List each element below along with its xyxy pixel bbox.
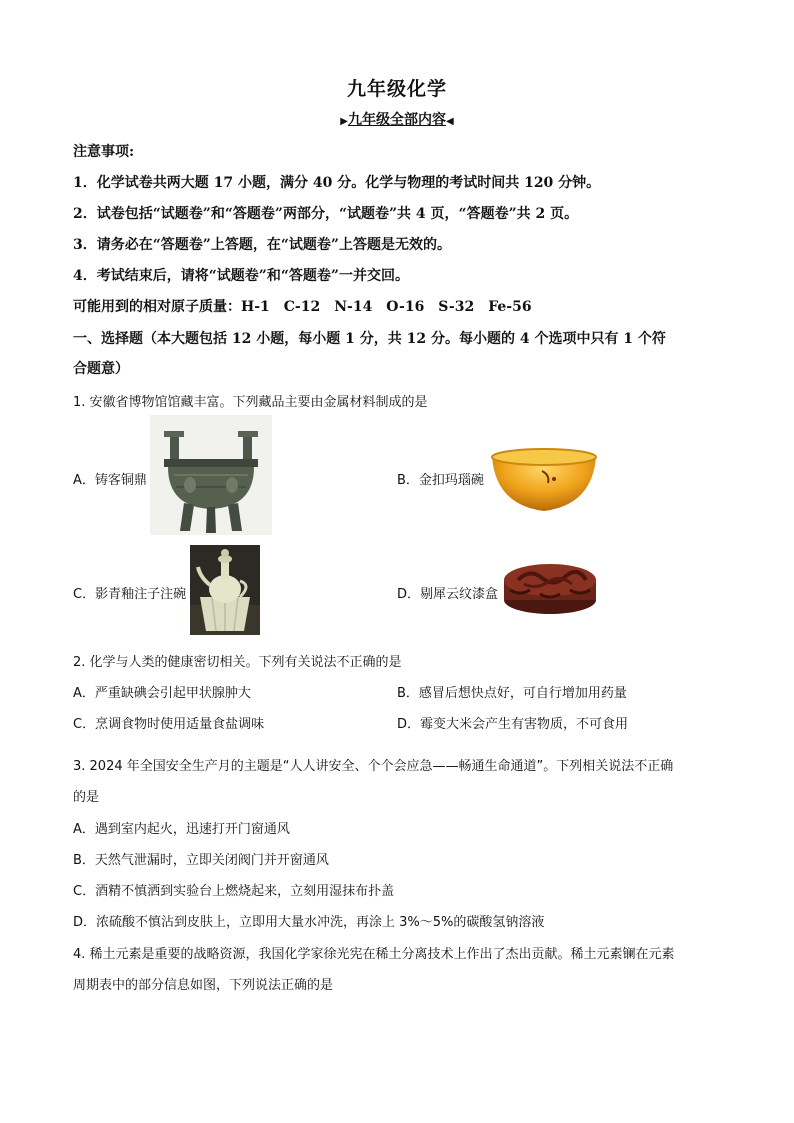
q1-stem: 1. 安徽省博物馆馆藏丰富。下列藏品主要由金属材料制成的是 <box>73 395 428 410</box>
subtitle-text: 九年级全部内容 <box>348 112 446 128</box>
q2-option-d: D．霉变大米会产生有害物质，不可食用 <box>397 717 629 732</box>
note-item-4: 4．考试结束后，请将“试题卷”和“答题卷”一并交回。 <box>73 268 409 284</box>
section1-heading-line2: 合题意） <box>73 361 129 377</box>
q3-option-a: A．遇到室内起火，迅速打开门窗通风 <box>73 822 290 837</box>
bronze-ding-image <box>150 415 272 535</box>
page-subtitle <box>0 109 794 129</box>
q1-option-a: A．铸客铜鼎 <box>73 473 147 488</box>
q3-option-b: B．天然气泄漏时，立即关闭阀门并开窗通风 <box>73 853 329 868</box>
section1-heading-line1: 一、选择题（本大题包括 12 小题，每小题 1 分，共 12 分。每小题的 4 个选项中只有 1 个符 <box>73 331 666 347</box>
page-title: 九年级化学 <box>346 78 447 100</box>
q2-option-b: B．感冒后想快点好，可自行增加用药量 <box>397 686 627 701</box>
notes-heading: 注意事项: <box>73 144 135 160</box>
q4-stem-line1: 4. 稀土元素是重要的战略资源，我国化学家徐光宪在稀土分离技术上作出了杰出贡献。稀土元素镧在元素 <box>73 947 675 962</box>
note-item-3: 3．请务必在“答题卷”上答题，在“试题卷”上答题是无效的。 <box>73 237 451 253</box>
q1-option-c: C．影青釉注子注碗 <box>73 587 187 602</box>
q4-stem-line2: 周期表中的部分信息如图，下列说法正确的是 <box>73 978 334 993</box>
q3-option-d: D．浓硫酸不慎沾到皮肤上，立即用大量水冲洗，再涂上 3%～5%的碳酸氢钠溶液 <box>73 915 545 930</box>
q2-stem: 2. 化学与人类的健康密切相关。下列有关说法不正确的是 <box>73 655 402 670</box>
q1-option-d: D．剔犀云纹漆盒 <box>397 587 499 602</box>
triangle-left-icon: ◀ <box>446 116 454 127</box>
lacquer-box-image <box>500 560 600 616</box>
q1-option-b: B．金扣玛瑙碗 <box>397 473 484 488</box>
note-item-2: 2．试卷包括“试题卷”和“答题卷”两部分，“试题卷”共 4 页，“答题卷”共 2 页。 <box>73 206 579 222</box>
celadon-ewer-image <box>190 545 260 635</box>
q3-stem-line2: 的是 <box>73 790 100 805</box>
triangle-right-icon: ▶ <box>340 116 348 127</box>
q3-stem-line1: 3. 2024 年全国安全生产月的主题是“人人讲安全、个个会应急——畅通生命通道”。下列相关说法不正确 <box>73 759 674 774</box>
agate-bowl-image <box>488 445 600 513</box>
q2-option-c: C．烹调食物时使用适量食盐调味 <box>73 717 265 732</box>
note-item-1: 1．化学试卷共两大题 17 小题，满分 40 分。化学与物理的考试时间共 120 分钟。 <box>73 175 601 191</box>
q3-option-c: C．酒精不慎洒到实验台上燃烧起来，立刻用湿抹布扑盖 <box>73 884 395 899</box>
q2-option-a: A．严重缺碘会引起甲状腺肿大 <box>73 686 251 701</box>
atomic-masses: 可能用到的相对原子质量：H-1 C-12 N-14 O-16 S-32 Fe-56 <box>73 299 532 315</box>
